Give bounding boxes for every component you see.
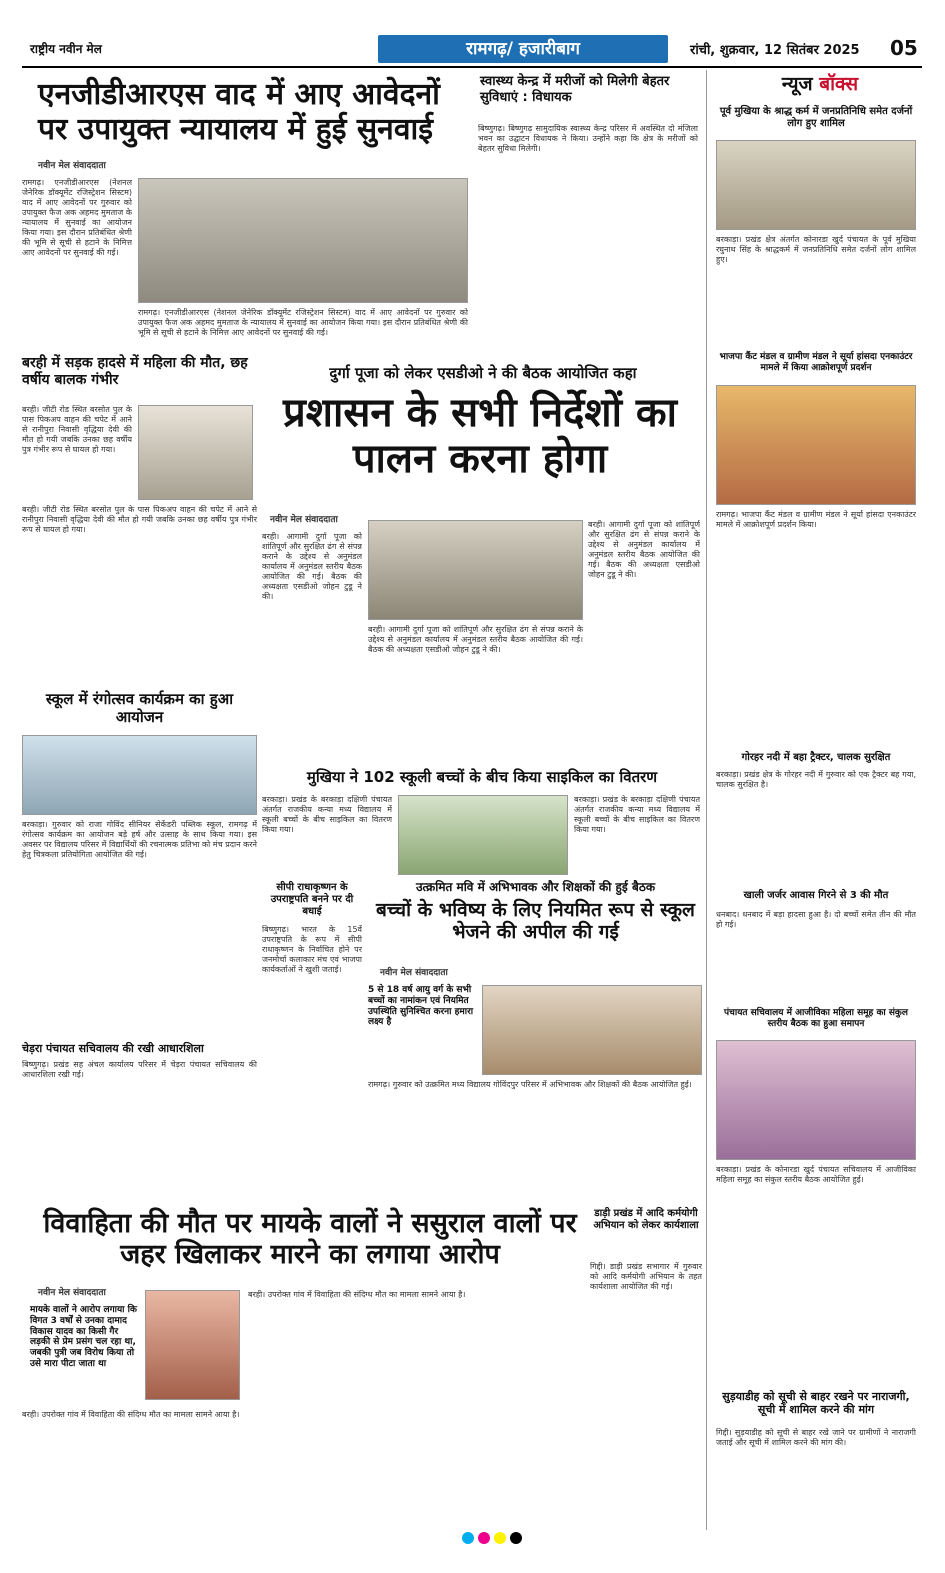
- masthead-rule: [22, 66, 922, 68]
- photo-ngdrs: [138, 178, 468, 303]
- body-ngdrs: रामगढ़। एनजीडीआरएस (नेशनल जेनेरिक डॉक्यूमेंट रजिस्ट्रेशन सिस्टम) वाद में आए आवेदनों पर गुरुवार को उपायुक्त फैज अक अहमद मुमताज के न्यायालय में सुनवाई का आयोजन किया गया। इस दौरान प्रतिबंधित श्रेणी की भूमि से सूची से हटाने के निमित्त आए आवेदनों पर सुनवाई की गई।: [22, 178, 132, 257]
- body-utkramit: रामगढ़। गुरुवार को उत्क्रमित मध्य विद्यालय गोविंदपुर परिसर में अभिभावक और शिक्षकों की बैठक आयोजित हुई।: [368, 1080, 692, 1089]
- headline-sudyadih: सुड़याडीह को सूची से बाहर रखने पर नाराजगी, सूची में शामिल करने की मांग: [722, 1390, 910, 1417]
- registration-mark: [462, 1532, 474, 1544]
- byline-utkramit: नवीन मेल संवाददाता: [380, 968, 448, 978]
- headline-shraddh: पूर्व मुखिया के श्राद्ध कर्म में जनप्रतिनिधि समेत दर्जनों लोग हुए शामिल: [719, 106, 913, 129]
- photo-durga: [368, 520, 583, 620]
- column-rule: [706, 70, 707, 1530]
- body-panchayat: बरकाड़ा। प्रखंड के कोनारडा खुर्द पंचायत सचिवालय में आजीविका महिला समूह का संकुल स्तरीय बैठक आयोजित हुई।: [716, 1165, 916, 1184]
- body-durga: बरही। आगामी दुर्गा पूजा को शांतिपूर्ण और सुरक्षित ढंग से संपन्न कराने के उद्देश्य से अनुमंडल कार्यालय में अनुमंडल स्तरीय बैठक आयोजित की गई। बैठक की अध्यक्षता एसडीओ जोहन टुडू ने की।: [262, 532, 362, 601]
- photo-utkramit: [482, 985, 702, 1075]
- headline-dadi: डाड़ी प्रखंड में आदि कर्मयोगी अभियान को लेकर कार्यशाला: [593, 1208, 699, 1231]
- body-chedra: बिष्णुगढ़। प्रखंड सह अंचल कार्यालय परिसर में चेड़रा पंचायत सचिवालय की आधारशिला रखी गई।: [22, 1060, 257, 1079]
- body-cycle: बरकाड़ा। प्रखंड के बरकाड़ा दक्षिणी पंचायत अंतर्गत राजकीय कन्या मध्य विद्यालय में स्कूली बच्चों के बीच साइकिल का वितरण किया गया।: [262, 795, 392, 834]
- body-health: बिष्णुगढ़। बिष्णुगढ़ सामुदायिक स्वास्थ्य केन्द्र परिसर में अवस्थित दो मंजिला भवन का उद्घाटन विधायक ने किया। उन्होंने कहा कि क्षेत्र के मरीजों को बेहतर सुविधा मिलेगी।: [478, 124, 698, 153]
- headline-vivahita: विवाहिता की मौत पर मायके वालों ने ससुराल वालों पर जहर खिलाकर मारने का लगाया आरोप: [43, 1208, 577, 1271]
- headline-health: स्वास्थ्य केन्द्र में मरीजों को मिलेगी बेहतर सुविधाएं : विधायक: [480, 74, 670, 105]
- registration-mark: [510, 1532, 522, 1544]
- photo-panchayat: [716, 1040, 916, 1160]
- registration-mark: [478, 1532, 490, 1544]
- headline-utkramit: बच्चों के भविष्य के लिए नियमित रूप से स्कूल भेजने की अपील की गई: [376, 899, 695, 943]
- body-bhajpa: रामगढ़। भाजपा कैंट मंडल व ग्रामीण मंडल ने सूर्या हांसदा एनकाउंटर मामले में आक्रोशपूर्ण प्रदर्शन किया।: [716, 510, 916, 529]
- body-durga-col: बरही। आगामी दुर्गा पूजा को शांतिपूर्ण और सुरक्षित ढंग से संपन्न कराने के उद्देश्य से अनुमंडल कार्यालय में अनुमंडल स्तरीय बैठक आयोजित की गई। बैठक की अध्यक्षता एसडीओ जोहन टुडू ने की।: [588, 520, 700, 579]
- body-school: बरकाड़ा। गुरुवार को राजा गोविंद सीनियर सेकेंडरी पब्लिक स्कूल, रामगढ़ में रंगोत्सव कार्यक्रम का आयोजन बड़े हर्ष और उत्साह के साथ किया गया। इस अवसर पर विद्यालय परिसर में विद्यार्थियों की रचनात्मक प्रतिभा को मंच प्रदान करने हेतु चित्रकला प्रतियोगिता आयोजित की गई।: [22, 820, 257, 859]
- body-barhi: बरही। जीटी रोड स्थित बरसोत पुल के पास पिकअप वाहन की चपेट में आने से रानीपुरा निवासी वृद्धिया देवी की मौत हो गयी जबकि उनका छह वर्षीय पुत्र गंभीर रूप से घायल हो गया।: [22, 405, 132, 454]
- body-vivahita: बरही। उपरोक्त गांव में विवाहिता की संदिग्ध मौत का मामला सामने आया है।: [22, 1410, 240, 1419]
- photo-vivahita: [145, 1290, 240, 1400]
- body-shraddh: बरकाड़ा। प्रखंड क्षेत्र अंतर्गत कोनारडा खुर्द पंचायत के पूर्व मुखिया रघुनाथ सिंह के श्राद्धकर्म में जनप्रतिनिधि समेत दर्जनों लोग शामिल हुए।: [716, 235, 916, 264]
- headline-chedra: चेड़रा पंचायत सचिवालय की रखी आधारशिला: [22, 1042, 204, 1055]
- byline-durga: नवीन मेल संवाददाता: [270, 515, 338, 525]
- body-gorhar: बरकाड़ा। प्रखंड क्षेत्र के गोरहर नदी में गुरुवार को एक ट्रैक्टर बह गया, चालक सुरक्षित है।: [716, 770, 916, 789]
- headline-barhi: बरही में सड़क हादसे में महिला की मौत, छह वर्षीय बालक गंभीर: [22, 355, 248, 388]
- headline-school: स्कूल में रंगोत्सव कार्यक्रम का हुआ आयोजन: [45, 690, 234, 726]
- photo-cycle: [398, 795, 568, 875]
- photo-barhi: [138, 405, 253, 500]
- registration-mark: [494, 1532, 506, 1544]
- headline-durga: प्रशासन के सभी निर्देशों का पालन करना होगा: [283, 390, 677, 482]
- issue-date: रांची, शुक्रवार, 12 सितंबर 2025: [690, 43, 860, 58]
- body-khali: धनबाद। धनबाद में बड़ा हादसा हुआ है। दो बच्चों समेत तीन की मौत हो गई।: [716, 910, 916, 929]
- photo-bhajpa: [716, 385, 916, 505]
- body-sudyadih: गिद्दी। सुड़याडीह को सूची से बाहर रखे जाने पर ग्रामीणों ने नाराजगी जताई और सूची में शामिल करने की मांग की।: [716, 1428, 916, 1447]
- headline-gorhar: गोरहर नदी में बहा ट्रैक्टर, चालक सुरक्षित: [741, 752, 891, 763]
- body-radhakrishnan: बिष्णुगढ़। भारत के 15वें उपराष्ट्रपति के रूप में सीपी राधाकृष्णन के निर्वाचित होने पर जनमोर्चा कलाकार मंच एवं भाजपा कार्यकर्ताओं ने खुशी जताई।: [262, 925, 362, 974]
- kicker-durga: दुर्गा पूजा को लेकर एसडीओ ने की बैठक आयोजित कहा: [329, 364, 637, 382]
- headline-bhajpa: भाजपा कैंट मंडल व ग्रामीण मंडल ने सूर्या हांसदा एनकाउंटर मामले में किया आक्रोशपूर्ण प्रदर्शन: [719, 352, 913, 373]
- body-ngdrs-cont: रामगढ़। एनजीडीआरएस (नेशनल जेनेरिक डॉक्यूमेंट रजिस्ट्रेशन सिस्टम) वाद में आए आवेदनों पर गुरुवार को उपायुक्त फैज अक अहमद मुमताज के न्यायालय में सुनवाई का आयोजन किया गया। इस दौरान प्रतिबंधित श्रेणी की भूमि से सूची से हटाने के निमित्त आए आवेदनों पर सुनवाई की गई।: [138, 308, 468, 337]
- body-cycle-col: बरकाड़ा। प्रखंड के बरकाड़ा दक्षिणी पंचायत अंतर्गत राजकीय कन्या मध्य विद्यालय में स्कूली बच्चों के बीच साइकिल का वितरण किया गया।: [574, 795, 700, 834]
- body-dadi: गिद्दी। डाड़ी प्रखंड सभागार में गुरुवार को आदि कर्मयोगी अभियान के तहत कार्यशाला आयोजित की गई।: [590, 1262, 702, 1291]
- kicker-utkramit: उत्क्रमित मवि में अभिभावक और शिक्षकों की हुई बैठक: [415, 880, 656, 894]
- byline-ngdrs: नवीन मेल संवाददाता: [38, 161, 106, 171]
- body-durga-cont: बरही। आगामी दुर्गा पूजा को शांतिपूर्ण और सुरक्षित ढंग से संपन्न कराने के उद्देश्य से अनुमंडल कार्यालय में अनुमंडल स्तरीय बैठक आयोजित की गई। बैठक की अध्यक्षता एसडीओ जोहन टुडू ने की।: [368, 625, 583, 654]
- paper-name: राष्ट्रीय नवीन मेल: [30, 42, 102, 56]
- photo-shraddh: [716, 140, 916, 230]
- byline-vivahita: नवीन मेल संवाददाता: [38, 1288, 106, 1298]
- headline-ngdrs: एनजीडीआरएस वाद में आए आवेदनों पर उपायुक्त न्यायालय में हुई सुनवाई: [38, 77, 440, 147]
- headline-radhakrishnan: सीपी राधाकृष्णन के उपराष्ट्रपति बनने पर दी बधाई: [270, 882, 354, 917]
- photo-school: [22, 735, 257, 815]
- headline-khali: खाली जर्जर आवास गिरने से 3 की मौत: [743, 890, 889, 901]
- body-barhi-cont: बरही। जीटी रोड स्थित बरसोत पुल के पास पिकअप वाहन की चपेट में आने से रानीपुरा निवासी वृद्धिया देवी की मौत हो गयी जबकि उनका छह वर्षीय पुत्र गंभीर रूप से घायल हो गया।: [22, 505, 257, 534]
- news-box-title: न्यूज बॉक्स: [781, 73, 859, 95]
- callout-utkramit: 5 से 18 वर्ष आयु वर्ग के सभी बच्चों का नामांकन एवं नियमित उपस्थिति सुनिश्चित करना हमारा लक्ष्य है: [368, 985, 474, 1028]
- callout-vivahita: मायके वालों ने आरोप लगाया कि विगत 3 वर्षों से उनका दामाद विकास यादव का किसी गैर लड़की से प्रेम प्रसंग चल रहा था, जबकी पुत्री जब विरोध किया तो उसे मारा पीटा जाता था: [30, 1305, 137, 1369]
- body-vivahita-cont: बरही। उपरोक्त गांव में विवाहिता की संदिग्ध मौत का मामला सामने आया है।: [248, 1290, 466, 1299]
- section-banner: रामगढ़/ हजारीबाग: [378, 35, 668, 63]
- page-number: 05: [890, 36, 918, 60]
- headline-cycle: मुखिया ने 102 स्कूली बच्चों के बीच किया साइकिल का वितरण: [306, 768, 658, 786]
- headline-panchayat: पंचायत सचिवालय में आजीविका महिला समूह का संकुल स्तरीय बैठक का हुआ समापन: [724, 1008, 908, 1029]
